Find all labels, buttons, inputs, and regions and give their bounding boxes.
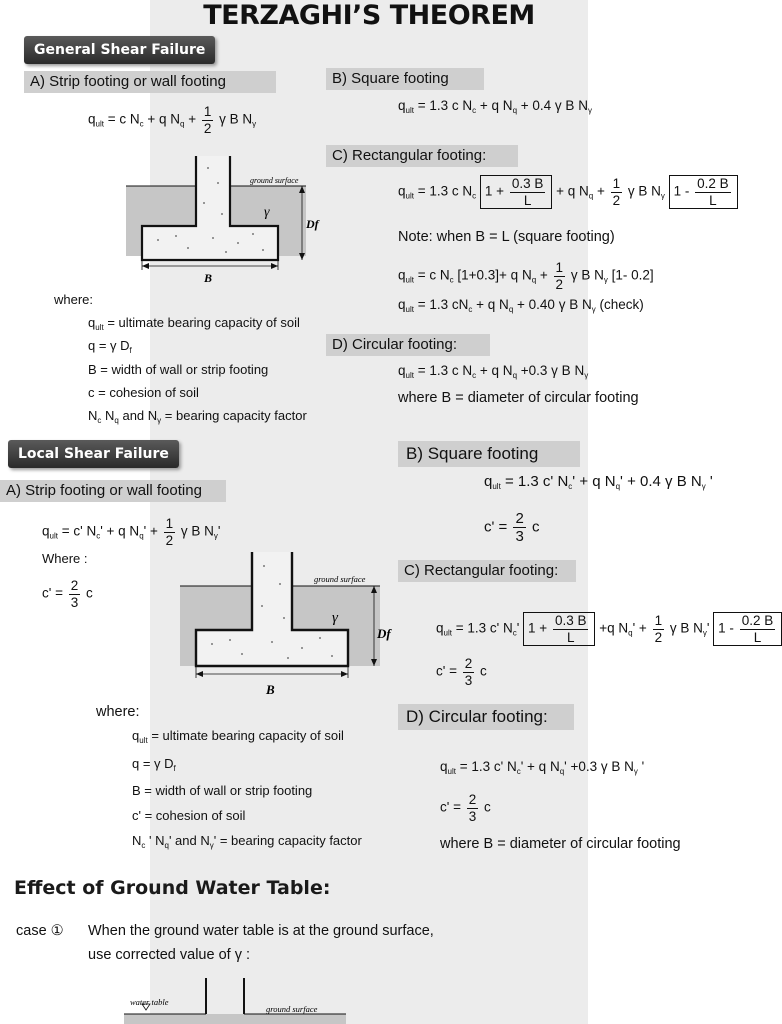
general-circular-where: where B = diameter of circular footing: [398, 390, 639, 406]
gwt-case-text-2: use corrected value of γ :: [88, 947, 250, 963]
local-circular-equation: $q_{ult} = 1.3$ c' $N_c' + q$ $N_q' +0.3$ γ B $N_\gamma$ ': [440, 759, 645, 776]
general-strip-label: A) Strip footing or wall footing: [24, 71, 276, 93]
general-rectangular-label: C) Rectangular footing:: [326, 145, 518, 167]
gwt-footing-figure: [120, 974, 350, 1024]
gwt-case-label: case ①: [16, 923, 64, 939]
gwt-case-text: When the ground water table is at the ground surface,: [88, 923, 434, 939]
general-ground-surface-label: ground surface: [250, 176, 299, 185]
local-shear-header: Local Shear Failure: [8, 440, 179, 468]
general-circular-equation: $q_{ult} = 1.3$ c $N_c + q$ $N_q +0.3$ γ B $N_\gamma$: [398, 363, 589, 380]
general-def-c: c = cohesion of soil: [88, 385, 199, 400]
local-def-q: q = γ $D_f$: [132, 756, 176, 773]
general-note-equation-2: $q_{ult} = 1.3$ $cN_c + q$ $N_q + 0.40$ γ B $N_\gamma$ (check): [398, 297, 644, 314]
general-note-equation-1: $q_{ult} = c$ $N_c$ [1+0.3]+ q $N_q$ + $\frac{1}{2}$ γ B $N_\gamma$ [1- 0.2]: [398, 260, 654, 292]
local-cprime-equation: c' = $\frac{2}{3}$ c: [42, 578, 93, 610]
local-rectangular-label: C) Rectangular footing:: [398, 560, 576, 582]
local-def-c: c' = cohesion of soil: [132, 808, 246, 823]
local-circular-where: where B = diameter of circular footing: [440, 836, 681, 852]
local-strip-equation: $q_{ult} = c'$ $N_c' + q$ $N_q'$ + $\frac{1}{2}$ γ B $N_\gamma'$: [42, 516, 221, 548]
local-def-qult: $q_{ult}$ = ultimate bearing capacity of soil: [132, 728, 344, 745]
general-def-q: q = γ $D_f$: [88, 338, 132, 355]
general-def-b: B = width of wall or strip footing: [88, 362, 269, 377]
general-where: where:: [54, 292, 94, 307]
general-note: Note: when B = L (square footing): [398, 229, 615, 245]
general-footing-figure: [118, 148, 328, 288]
general-gamma-label: γ: [264, 205, 270, 220]
local-circular-cprime: c' = $\frac{2}{3}$ c: [440, 792, 491, 824]
general-rectangular-equation: $q_{ult} = 1.3$ c $N_c$ 1 + $\frac{0.3 B}{L}$ + q $N_q$ + $\frac{1}{2}$ γ B $N_\gamma$ 1 - $\frac{0.2 B}{L}$: [398, 175, 738, 209]
general-square-label: B) Square footing: [326, 68, 484, 90]
general-shear-header: General Shear Failure: [24, 36, 215, 64]
local-def-factors: $N_c$ ' $N_q'$ and $N_\gamma'$ = bearing capacity factor: [132, 833, 362, 850]
general-def-factors: $N_c$ $N_q$ and $N_\gamma$ = bearing capacity factor: [88, 408, 307, 425]
local-rectangular-equation: $q_{ult} = 1.3$ c' $N_c'$ 1 + $\frac{0.3 B}{L}$ +q $N_q'$ + $\frac{1}{2}$ γ B $N_\gamma'$ 1 - $\frac{0.2 B}{L}$: [436, 612, 782, 646]
local-where: where:: [96, 704, 140, 720]
gwt-water-table-label: water table: [130, 997, 169, 1007]
local-square-label: B) Square footing: [398, 441, 580, 467]
local-footing-figure: [172, 544, 402, 700]
general-def-qult: $q_{ult}$ = ultimate bearing capacity of soil: [88, 315, 300, 332]
local-rectangular-cprime: c' = $\frac{2}{3}$ c: [436, 656, 487, 688]
local-where-caption: Where :: [42, 551, 88, 566]
local-square-cprime: c' = $\frac{2}{3}$ c: [484, 510, 540, 546]
local-df-label: Df: [377, 626, 391, 641]
local-square-equation: $q_{ult} = 1.3$ c' $N_c' + q$ $N_q' + 0.4$ γ B $N_\gamma$ ': [484, 473, 713, 491]
local-strip-label: A) Strip footing or wall footing: [0, 480, 226, 502]
gwt-heading: Effect of Ground Water Table:: [14, 877, 331, 899]
page-title: TERZAGHI’S THEOREM: [203, 0, 535, 31]
gwt-ground-surface-label: ground surface: [266, 1004, 318, 1014]
general-circular-label: D) Circular footing:: [326, 334, 490, 356]
local-circular-label: D) Circular footing:: [398, 704, 574, 730]
general-b-label: B: [204, 271, 213, 285]
local-b-label: B: [266, 682, 275, 697]
general-square-equation: $q_{ult} = 1.3$ c $N_c + q$ $N_q + 0.4$ γ B $N_\gamma$: [398, 98, 592, 115]
local-def-b: B = width of wall or strip footing: [132, 783, 313, 798]
local-ground-surface-label: ground surface: [314, 574, 366, 584]
general-strip-equation: $q_{ult} = c$ $N_c + q$ $N_q$ + $\frac{1}{2}$ γ B $N_\gamma$: [88, 104, 257, 136]
local-gamma-label: γ: [332, 610, 338, 626]
general-df-label: Df: [306, 217, 319, 231]
